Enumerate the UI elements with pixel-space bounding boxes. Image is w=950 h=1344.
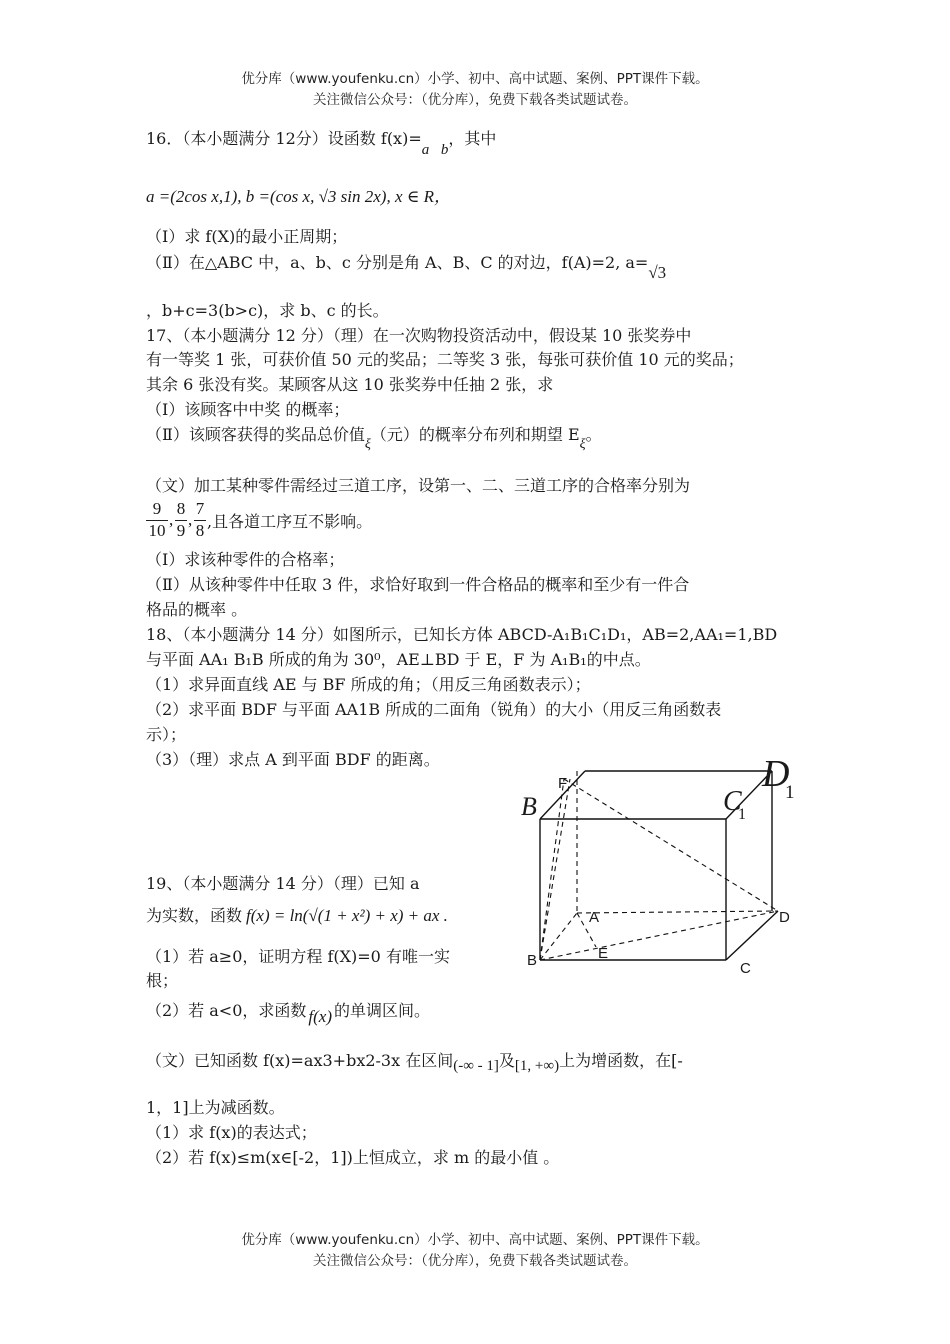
label-E: E	[598, 945, 609, 962]
label-F: F	[558, 775, 568, 792]
label-D1: D	[762, 753, 790, 795]
fraction-separator: ,	[188, 510, 193, 529]
q18-part-2-cont: 示）；	[146, 725, 187, 744]
interval-neg-inf: (-∞ - 1]	[453, 1058, 499, 1074]
label-B: B	[527, 952, 538, 969]
edge-AD-hidden	[577, 911, 778, 913]
q18-line-1: 18、（本小题满分 14 分）如图所示，已知长方体 ABCD-A₁B₁C₁D₁，AB=2,AA₁=1,BD	[146, 625, 778, 644]
fraction-separator: ,	[169, 510, 174, 529]
label-C1-subscript: 1	[738, 806, 746, 823]
label-C: C	[740, 960, 751, 977]
q18-part-3: （3）（理）求点 A 到平面 BDF 的距离。	[146, 750, 440, 769]
interval-pos-inf: [1, +∞)	[514, 1058, 560, 1074]
q17-wen-part-1: （Ⅰ）求该种零件的合格率；	[146, 550, 345, 569]
q17-line-3: 其余 6 张没有奖。某顾客从这 10 张奖券中任抽 2 张，求	[146, 375, 554, 394]
q17-wen-part-2-cont: 格品的概率 。	[146, 600, 248, 619]
fraction-8-9: $\frac{8}{9}$	[176, 499, 186, 540]
q16-vector-definition: a =(2cos x,1), b =(cos x, √3 sin 2x), x ∈ R，	[146, 187, 451, 206]
fraction-9-10: $\frac{9}{10}$	[146, 499, 168, 541]
label-D: D	[779, 909, 790, 926]
q19-wen-line-2: 1，1]上为减函数。	[146, 1098, 285, 1117]
header-line-1: 优分库（www.youfenku.cn）小学、初中、高中试题、案例、PPT课件下载。	[241, 71, 709, 87]
xi-symbol: ξ	[364, 437, 371, 452]
q17-part-1: （Ⅰ）该顾客中中奖 的概率；	[146, 400, 350, 419]
q16-part-1: （Ⅰ）求 f(X)的最小正周期；	[146, 227, 348, 246]
q18-part-2: （2）求平面 BDF 与平面 AA1B 所成的二面角（锐角）的大小（用反三角函数表	[146, 700, 722, 719]
q19-wen-part-1: （1）求 f(x)的表达式；	[146, 1123, 317, 1142]
q17-line-2: 有一等奖 1 张，可获价值 50 元的奖品；二等奖 3 张，每张可获价值 10 元的奖品；	[146, 350, 744, 369]
q19-wen-line-1: （文）已知函数 f(x)=ax3+bx2-3x 在区间(-∞ - 1]及[1, +∞)上为增函数，在[-	[146, 1051, 683, 1074]
q16-part-2: （Ⅱ）在△ABC 中，a、b、c 分别是角 A、B、C 的对边，f(A)=2, a=√3	[146, 253, 667, 282]
q17-wen-part-2: （Ⅱ）从该种零件中任取 3 件，求恰好取到一件合格品的概率和至少有一件合	[146, 575, 690, 594]
label-D1-subscript: 1	[785, 782, 795, 803]
q19-line-2: 为实数，函数 f(x) = ln(√(1 + x²) + x) + ax .	[146, 906, 448, 925]
f-of-x: f(x)	[308, 1007, 332, 1026]
header-line-2: 关注微信公众号：（优分库），免费下载各类试题试卷。	[313, 92, 637, 108]
q18-line-2: 与平面 AA₁ B₁B 所成的角为 30⁰，AE⊥BD 于 E，F 为 A₁B₁的中点。	[146, 650, 651, 669]
q18-part-1: （1）求异面直线 AE 与 BF 所成的角；（用反三角函数表示）；	[146, 675, 591, 694]
q16-title: 16．（本小题满分 12分）设函数 f(x)=a⃞b，其中	[146, 129, 497, 158]
xi-symbol: ξ	[579, 437, 586, 452]
footer-line-1: 优分库（www.youfenku.cn）小学、初中、高中试题、案例、PPT课件下载。	[241, 1232, 709, 1248]
q17-wen-line-2: ,且各道工序互不影响。	[207, 512, 373, 531]
dot-product-expr: a⃞b	[421, 142, 449, 158]
label-A: A	[589, 909, 600, 926]
q19-wen-part-2: （2）若 f(x)≤m(x∈[-2，1])上恒成立，求 m 的最小值 。	[146, 1148, 560, 1167]
q17-line-1: 17、（本小题满分 12 分）（理）在一次购物投资活动中，假设某 10 张奖券中	[146, 326, 692, 345]
q19-part-1: （1）若 a≥0，证明方程 f(X)=0 有唯一实	[146, 947, 450, 966]
edge-CD	[726, 911, 778, 960]
sqrt-three: √3	[648, 263, 667, 282]
diagonal-BD	[540, 911, 778, 960]
q17-wen-line-1: （文）加工某种零件需经过三道工序，设第一、二、三道工序的合格率分别为	[146, 476, 691, 495]
q16-part-2-continued: ，b+c=3(b>c)，求 b、c 的长。	[146, 301, 389, 320]
q19-part-2: （2）若 a<0，求函数 f(x) 的单调区间。	[146, 1001, 431, 1026]
q17-part-2: （Ⅱ）该顾客获得的奖品总价值ξ（元）的概率分布列和期望 Eξ。	[146, 425, 602, 452]
footer-line-2: 关注微信公众号：（优分库），免费下载各类试题试卷。	[313, 1253, 637, 1269]
label-C1: C	[723, 786, 742, 817]
q19-part-1-cont: 根；	[146, 971, 179, 990]
q19-line-1: 19、（本小题满分 14 分）（理）已知 a	[146, 874, 420, 893]
function-definition: f(x) = ln(√(1 + x²) + x) + ax .	[246, 906, 448, 925]
segment-BF-2	[540, 779, 570, 960]
label-B1: B	[521, 792, 537, 821]
fraction-7-8: $\frac{7}{8}$	[195, 499, 205, 540]
